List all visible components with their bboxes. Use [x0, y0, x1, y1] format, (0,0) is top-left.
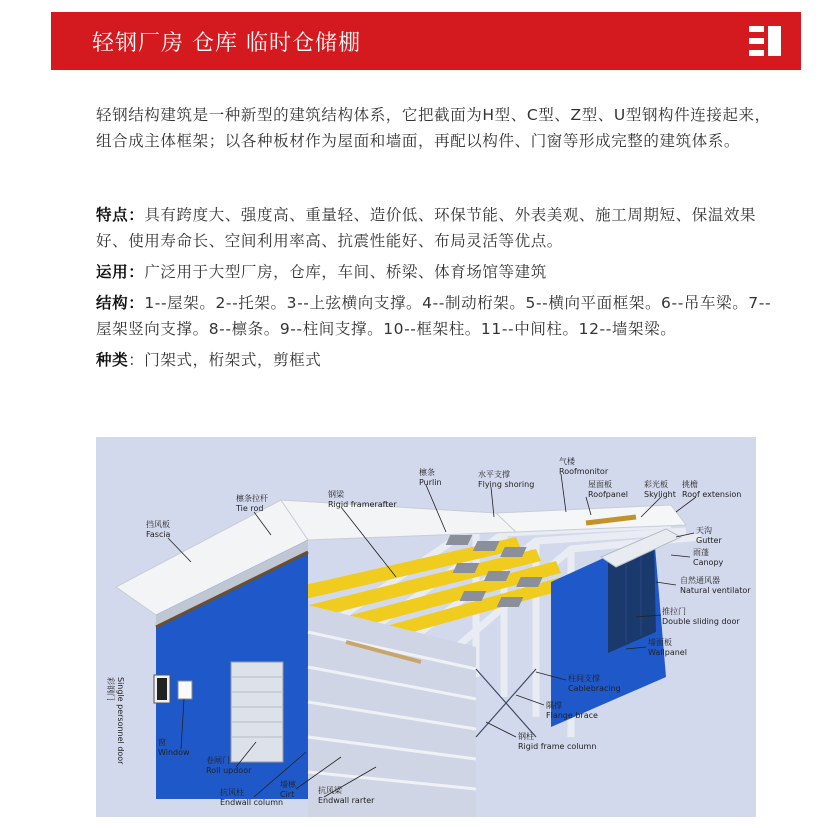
label-cablebracing-en: Cablebracing [568, 684, 621, 693]
label-double-sliding-door-en: Double sliding door [662, 617, 740, 626]
label-flying-shoring-zh: 水平支撑 [478, 470, 510, 479]
label-double-sliding-door-zh: 推拉门 [662, 607, 686, 616]
label-fascia-zh: 挡风板 [146, 520, 170, 529]
brand-logo-icon [747, 23, 783, 59]
building-diagram [96, 437, 756, 817]
label-flange-brace-en: Flange brace [546, 711, 598, 720]
label-roofpanel-en: Roofpanel [588, 490, 628, 499]
features-text: 具有跨度大、强度高、重量轻、造价低、环保节能、外表美观、施工周期短、保温效果好、使用寿命长、空间利用率高、抗震性能好、布局灵活等优点。 [96, 206, 757, 250]
structure-item [96, 290, 786, 342]
types-text: ：门架式，桁架式，剪框式 [128, 351, 322, 369]
building-illustration [96, 437, 756, 817]
label-fascia-en: Fascia [146, 530, 171, 539]
label-skylight-en: Skylight [644, 490, 676, 499]
label-natural-ventilator-zh: 自然通风器 [680, 576, 720, 585]
usage-label: 运用： [96, 263, 145, 281]
usage-text: 广泛用于大型厂房，仓库，车间、桥梁、体育场馆等建筑 [144, 263, 547, 281]
types-label: 种类 [96, 351, 129, 369]
label-endwall-column-zh: 抗风柱 [220, 788, 244, 797]
label-cablebracing-zh: 柱间支撑 [568, 674, 600, 683]
label-roofmonitor-en: Roofmonitor [559, 467, 609, 476]
label-wallpanel-en: Wallpanel [648, 648, 687, 657]
label-rigid-framerafter-zh: 钢梁 [328, 490, 344, 499]
label-personnel-door-zh: 彩钢门 [106, 677, 115, 701]
label-gutter-en: Gutter [696, 536, 722, 545]
label-rigid-frame-column-zh: 钢柱 [518, 732, 534, 741]
structure-text: 1--屋架。2--托架。3--上弦横向支撑。4--制动桁架。5--横向平面框架。6--吊车梁。7--屋架竖向支撑。8--檩条。9--柱间支撑。10--框架柱。11--中间柱。12--墙架梁。 [96, 294, 772, 338]
label-roll-updoor-en: Roll updoor [206, 766, 252, 775]
label-girt-zh: 墙檩 [280, 780, 296, 789]
label-canopy-zh: 雨蓬 [693, 548, 709, 557]
label-rigid-framerafter-en: Rigid framerafter [328, 500, 397, 509]
label-natural-ventilator-en: Natural ventilator [680, 586, 751, 595]
label-roof-extension-en: Roof extension [682, 490, 742, 499]
types-item [96, 347, 786, 373]
label-purlin-en: Purlin [419, 478, 442, 487]
header-banner [51, 12, 801, 70]
label-window-en: Window [158, 748, 190, 757]
label-roll-updoor-zh: 卷闸门 [206, 756, 230, 765]
label-wallpanel-zh: 墙面板 [648, 638, 672, 647]
features-item [96, 202, 786, 254]
label-endwall-column-en: Endwall column [220, 798, 284, 807]
page-title: 轻钢厂房 仓库 临时仓储棚 [92, 31, 361, 56]
structure-label: 结构： [96, 294, 145, 312]
label-roof-extension-zh: 挑檐 [682, 480, 698, 489]
label-gutter-zh: 天沟 [696, 526, 712, 535]
label-window-zh: 窗 [158, 738, 166, 747]
label-personnel-door-en: Single personnel door [116, 677, 125, 765]
label-purlin-zh: 檩条 [419, 468, 435, 477]
features-label: 特点： [96, 206, 145, 224]
label-girt-en: Cirt [280, 790, 295, 799]
label-roofpanel-zh: 屋面板 [588, 480, 612, 489]
intro-paragraph: 轻钢结构建筑是一种新型的建筑结构体系，它把截面为H型、C型、Z型、U型钢构件连接起来，组合成主体框架；以各种板材作为屋面和墙面，再配以构件、门窗等形成完整的建筑体系。 [96, 106, 771, 150]
feature-list [96, 202, 786, 378]
label-flying-shoring-en: Flying shoring [478, 480, 535, 489]
personnel-door-glass [157, 678, 167, 700]
label-skylight-zh: 彩光板 [644, 480, 668, 489]
label-rigid-frame-column-en: Rigid frame column [518, 742, 597, 751]
label-endwall-rafter-en: Endwall rarter [318, 796, 375, 805]
label-canopy-en: Canopy [693, 558, 724, 567]
window [178, 681, 192, 699]
label-flange-brace-zh: 隅撑 [546, 701, 562, 710]
label-roofmonitor-zh: 气楼 [559, 457, 575, 466]
label-endwall-rafter-zh: 抗风梁 [318, 786, 342, 795]
label-tie-rod-zh: 檩条拉杆 [236, 494, 268, 503]
usage-item [96, 259, 786, 285]
label-tie-rod-en: Tie rod [236, 504, 264, 513]
